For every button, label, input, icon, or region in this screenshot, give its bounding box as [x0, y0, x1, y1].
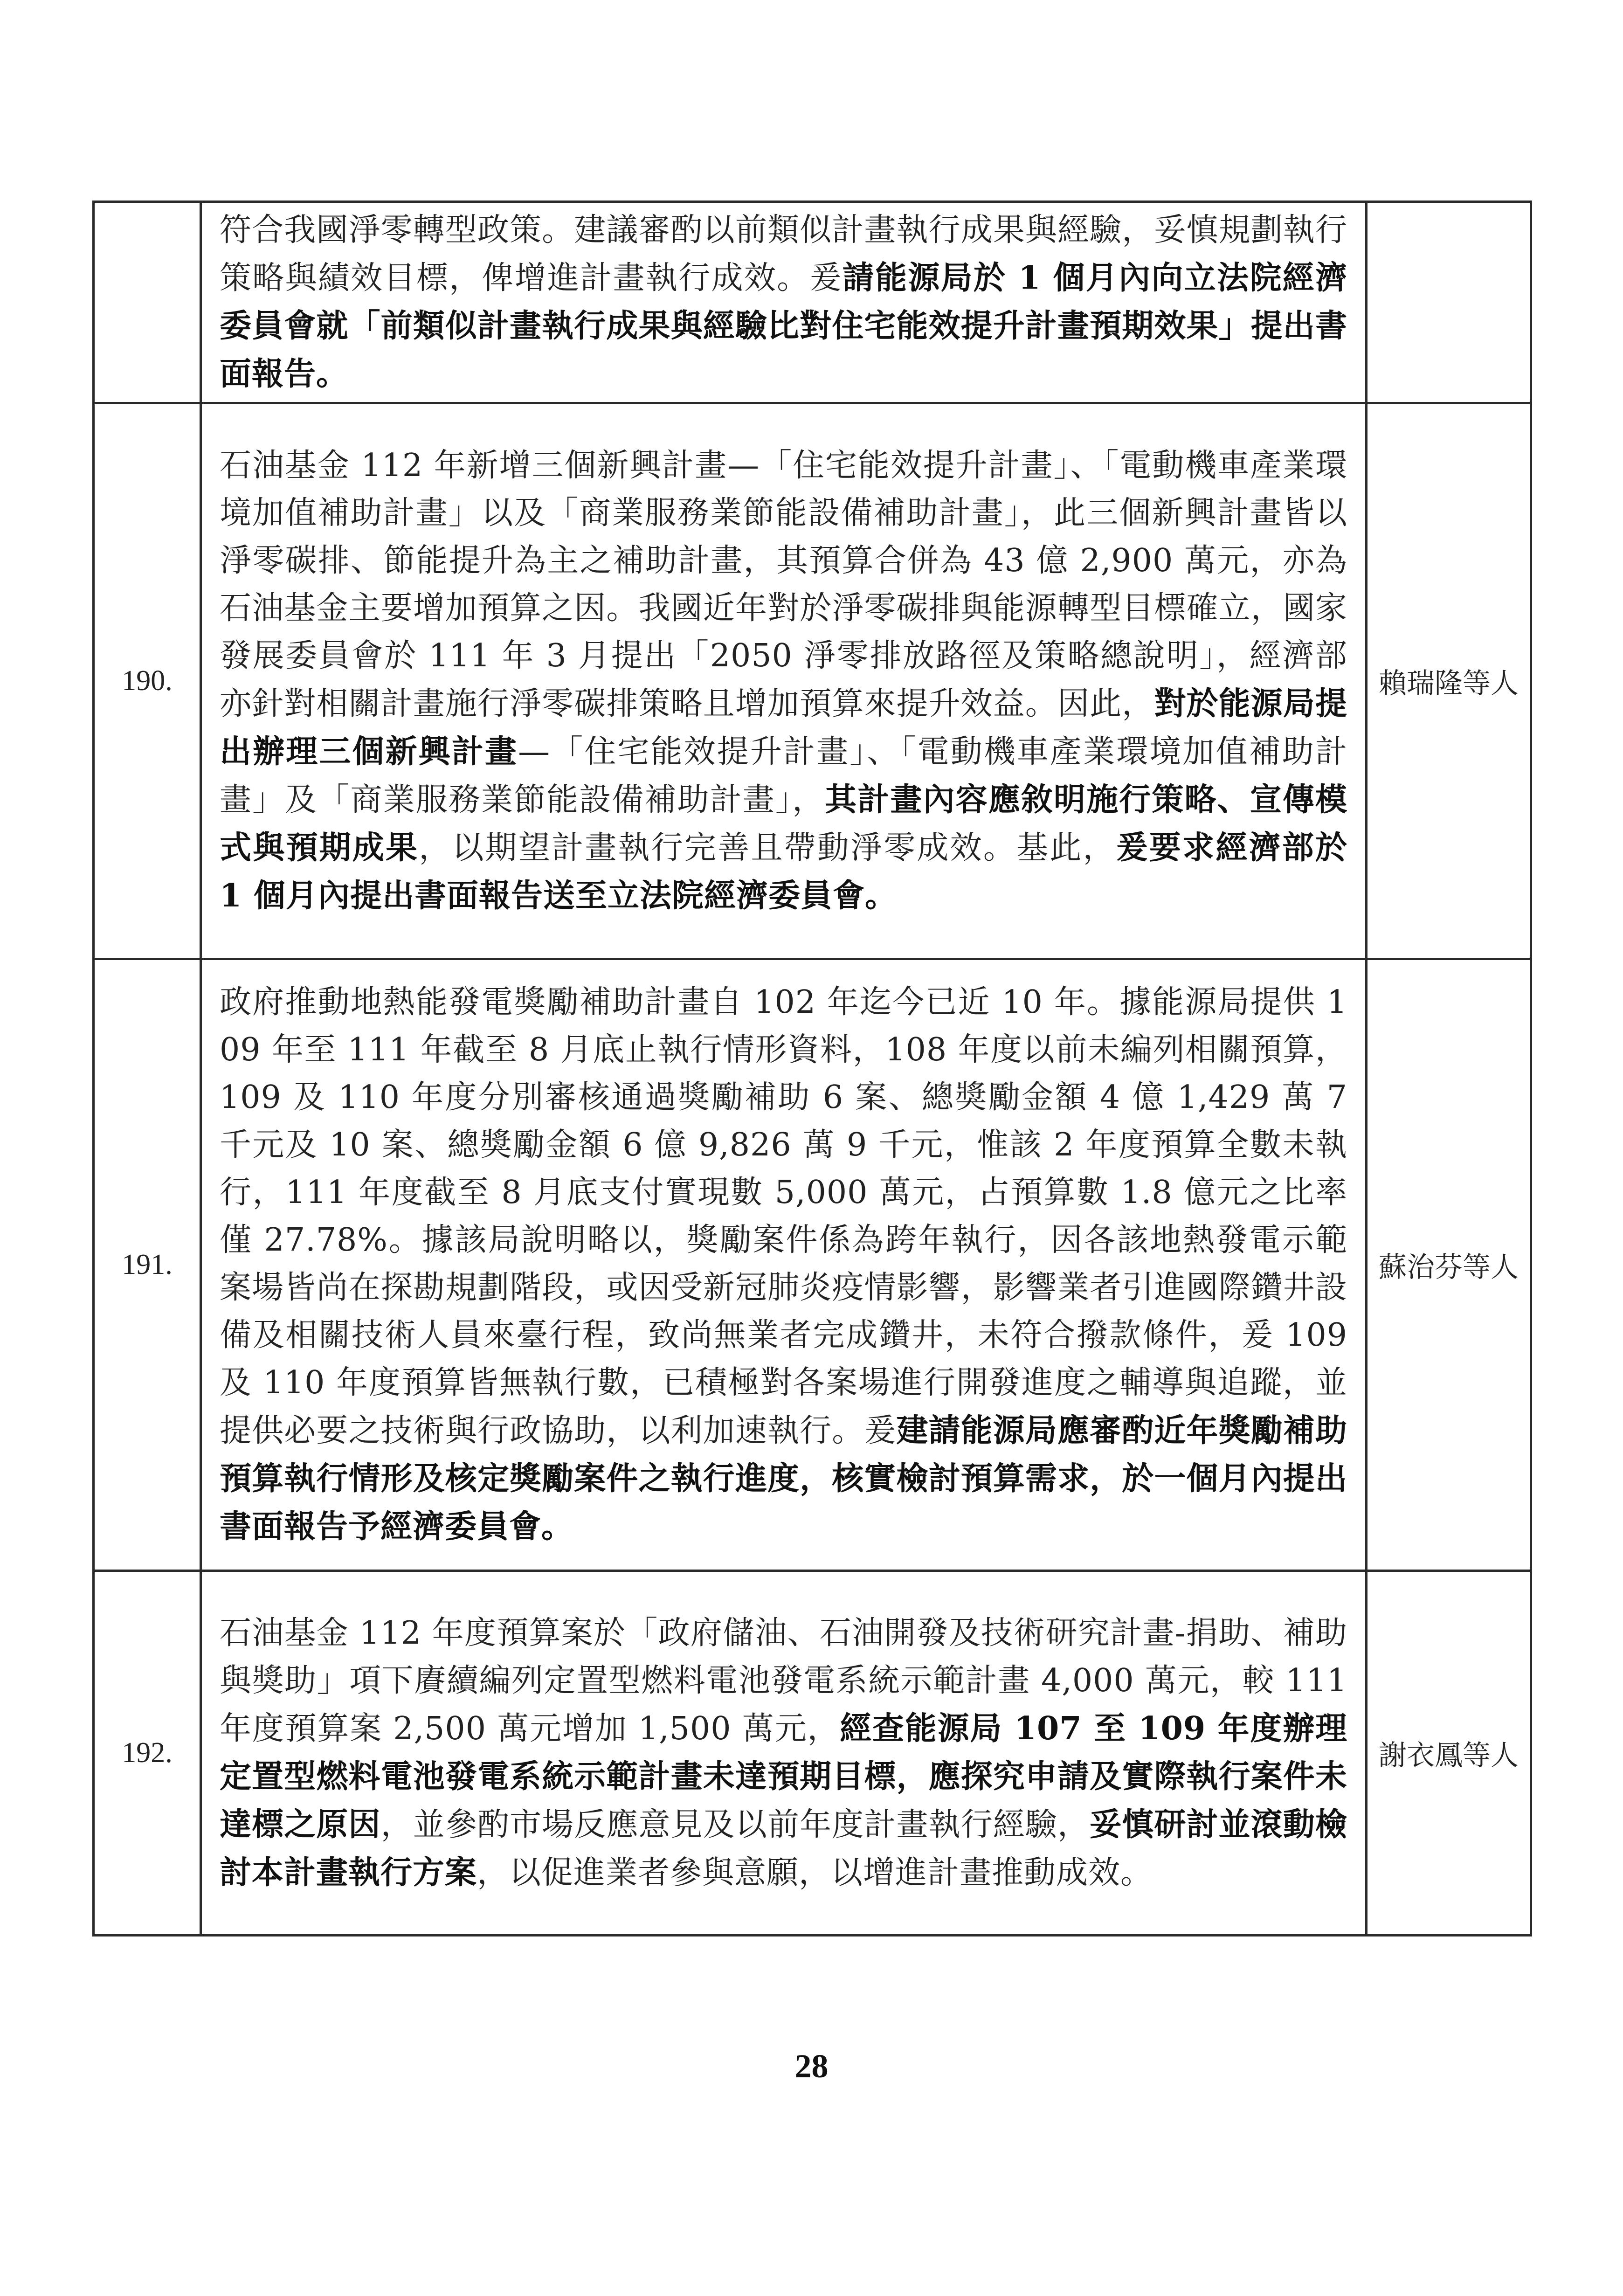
row-content: [201, 959, 1367, 1571]
bold-segment: 其計畫內容應敘明施行策略、宣傳模式與預期成果: [220, 781, 1347, 866]
row-number: 192.: [94, 1571, 201, 1936]
row-content: [201, 1571, 1367, 1936]
bold-segment: 請能源局於 1 個月內向立法院經濟委員會就「前類似計畫執行成果與經驗比對住宅能效提升計畫預期效果」提出書面報告。: [220, 259, 1347, 393]
row-proposer: 蘇治芬等人: [1367, 959, 1531, 1571]
text-segment: —「住宅能效提升計畫」、「電動機車產業環境加值補助計畫」及「商業服務業節能設備補助計畫」，: [220, 733, 1347, 818]
table-row: [94, 959, 1531, 1571]
bold-segment: 妥慎研討並滾動檢討本計畫執行方案: [220, 1805, 1347, 1891]
resolution-table: [92, 201, 1532, 1936]
bold-segment: 爰要求經濟部於 1 個月內提出書面報告送至立法院經濟委員會。: [220, 829, 1347, 914]
bold-segment: 建請能源局應審酌近年獎勵補助預算執行情形及核定獎勵案件之執行進度，核實檢討預算需求，於一個月內提出書面報告予經濟委員會。: [220, 1412, 1347, 1545]
row-content: [201, 403, 1367, 959]
table-row: [94, 1571, 1531, 1936]
table-row: [94, 202, 1531, 403]
bold-segment: 對於能源局提出辦理三個新興計畫: [220, 685, 1347, 770]
text-segment: ，以期望計畫執行完善且帶動淨零成效。基此，: [419, 830, 1116, 866]
table-row: [94, 403, 1531, 959]
row-proposer: 謝衣鳳等人: [1367, 1571, 1531, 1936]
row-proposer: 賴瑞隆等人: [1367, 403, 1531, 959]
row-number: 191.: [94, 959, 201, 1571]
bold-segment: 經查能源局 107 至 109 年度辦理定置型燃料電池發電系統示範計畫未達預期目標，應探究申請及實際執行案件未達標之原因: [220, 1709, 1347, 1843]
row-content: [201, 202, 1367, 403]
row-proposer: [1367, 202, 1531, 403]
text-segment: 政府推動地熱能發電獎勵補助計畫自 102 年迄今已近 10 年。據能源局提供 109 年至 111 年截至 8 月底止執行情形資料，108 年度以前未編列相關預算，109 及 110 年度分別審核通過獎勵補助 6 案、總獎勵金額 4 億 1,429 萬 7 千元及 10 案、總獎勵金額 6 億 9,826 萬 9 千元，惟該 2 年度預算全數未執行，111 年度截至 8 月底支付實現數 5,000 萬元，占預算數 1.8 億元之比率僅 27.78%。據該局說明略以，獎勵案件係為跨年執行，因各該地熱發電示範案場皆尚在探勘規劃階段，或因受新冠肺炎疫情影響，影響業者引進國際鑽井設備及相關技術人員來臺行程，致尚無業者完成鑽井，未符合撥款條件，爰 109 及 110 年度預算皆無執行數，已積極對各案場進行開發進度之輔導與追蹤，並提供必要之技術與行政協助，以利加速執行。爰: [220, 984, 1347, 1449]
text-segment: 石油基金 112 年度預算案於「政府儲油、石油開發及技術研究計畫-捐助、補助與獎助」項下賡續編列定置型燃料電池發電系統示範計畫 4,000 萬元，較 111 年度預算案 2,500 萬元增加 1,500 萬元，: [220, 1614, 1347, 1747]
row-number: [94, 202, 201, 403]
text-segment: 石油基金 112 年新增三個新興計畫—「住宅能效提升計畫」、「電動機車產業環境加值補助計畫」以及「商業服務業節能設備補助計畫」，此三個新興計畫皆以淨零碳排、節能提升為主之補助計畫，其預算合併為 43 億 2,900 萬元，亦為石油基金主要增加預算之因。我國近年對於淨零碳排與能源轉型目標確立，國家發展委員會於 111 年 3 月提出「2050 淨零排放路徑及策略總說明」，經濟部亦針對相關計畫施行淨零碳排策略且增加預算來提升效益。因此，: [220, 447, 1347, 722]
row-number: 190.: [94, 403, 201, 959]
text-segment: ，以促進業者參與意願，以增進計畫推動成效。: [477, 1854, 1153, 1891]
text-segment: ，並參酌市場反應意見及以前年度計畫執行經驗，: [380, 1806, 1090, 1843]
text-segment: 符合我國淨零轉型政策。建議審酌以前類似計畫執行成果與經驗，妥慎規劃執行策略與績效目標，俾增進計畫執行成效。爰: [220, 212, 1347, 297]
page-number: 28: [794, 2047, 829, 2085]
